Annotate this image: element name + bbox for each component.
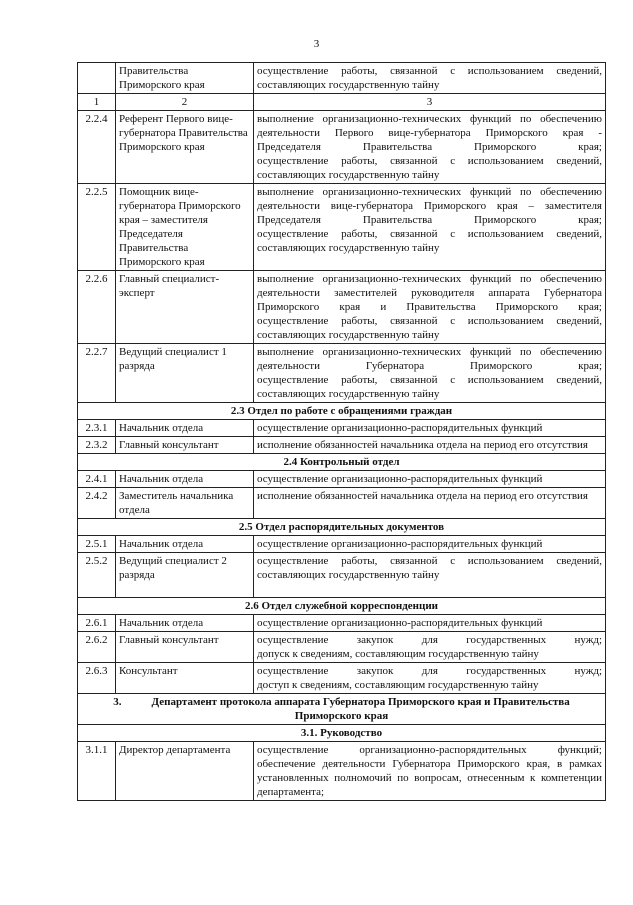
- function-text: обеспечение деятельности Губернатора Приморского края, в рамках установленных полномочий по вопросам, отнесенным к компетенции департамента;: [257, 758, 602, 798]
- function-text: допуск к сведениям, составляющим государственную тайну: [257, 648, 539, 660]
- column-number-row: [78, 94, 606, 111]
- item-number: 2.3.1: [78, 420, 116, 437]
- function-text: осуществление работы, связанной с использованием сведений, составляющих государственную тайну: [257, 315, 602, 341]
- functions-cell: [254, 63, 606, 94]
- function-text: осуществление работы, связанной с использованием сведений, составляющих государственную тайну: [257, 374, 602, 400]
- function-text: осуществление закупок для государственных нужд;: [257, 634, 602, 646]
- function-text: осуществление работы, связанной с использованием сведений, составляющих государственную тайну: [257, 65, 602, 91]
- function-text: выполнение организационно-технических функций по обеспечению деятельности вице-губернатора Приморского края – заместителя Председателя Правительства Приморского края;: [257, 186, 602, 226]
- position-title: Заместитель начальника отдела: [116, 488, 254, 519]
- item-number: 2.5.2: [78, 553, 116, 598]
- function-text: исполнение обязанностей начальника отдела на период его отсутствия: [257, 490, 588, 502]
- function-text: доступ к сведениям, составляющим государственную тайну: [257, 679, 539, 691]
- table-row: [78, 344, 606, 403]
- position-title: Начальник отдела: [116, 471, 254, 488]
- section-heading: 2.4 Контрольный отдел: [78, 454, 606, 471]
- position-title: Консультант: [116, 663, 254, 694]
- department-heading: [78, 694, 606, 725]
- item-number: [78, 63, 116, 94]
- table-row: [78, 271, 606, 344]
- item-number: 2.2.6: [78, 271, 116, 344]
- staff-functions-table: [77, 62, 606, 801]
- department-heading-row: [78, 694, 606, 725]
- page-number: 3: [313, 38, 320, 50]
- department-number: 3.: [113, 696, 122, 708]
- table-row: [78, 536, 606, 553]
- item-number: 2.6.2: [78, 632, 116, 663]
- position-title: Начальник отдела: [116, 536, 254, 553]
- functions-cell: [254, 420, 606, 437]
- function-text: осуществление работы, связанной с использованием сведений, составляющих государственную тайну: [257, 555, 602, 581]
- functions-cell: [254, 553, 606, 598]
- table-body: [78, 63, 606, 801]
- function-text: выполнение организационно-технических функций по обеспечению деятельности Губернатора Приморского края;: [257, 346, 602, 372]
- section-heading-row: [78, 454, 606, 471]
- table-row: [78, 488, 606, 519]
- table-row: [78, 63, 606, 94]
- function-text: осуществление организационно-распорядительных функций: [257, 422, 543, 434]
- item-number: 2.5.1: [78, 536, 116, 553]
- item-number: 2.2.4: [78, 111, 116, 184]
- table-row: [78, 437, 606, 454]
- section-heading-row: [78, 598, 606, 615]
- table-row: [78, 632, 606, 663]
- function-text: осуществление организационно-распорядительных функций: [257, 473, 543, 485]
- table-row: [78, 111, 606, 184]
- section-heading-row: [78, 403, 606, 420]
- column-number-col1: 1: [78, 94, 116, 111]
- item-number: 2.2.7: [78, 344, 116, 403]
- functions-cell: [254, 344, 606, 403]
- function-text: выполнение организационно-технических функций по обеспечению деятельности заместителей руководителя аппарата Губернатора Приморского края и Правительства Приморского края;: [257, 273, 602, 313]
- function-text: исполнение обязанностей начальника отдела на период его отсутствия: [257, 439, 588, 451]
- section-heading: 2.6 Отдел служебной корреспонденции: [78, 598, 606, 615]
- functions-cell: [254, 663, 606, 694]
- function-text: осуществление организационно-распорядительных функций;: [257, 744, 602, 756]
- position-title: Правительства Приморского края: [116, 63, 254, 94]
- table-row: [78, 553, 606, 598]
- section-heading: 2.3 Отдел по работе с обращениями граждан: [78, 403, 606, 420]
- functions-cell: [254, 111, 606, 184]
- table-row: [78, 184, 606, 271]
- item-number: 2.4.2: [78, 488, 116, 519]
- functions-cell: [254, 632, 606, 663]
- position-title: Главный консультант: [116, 632, 254, 663]
- section-heading: 3.1. Руководство: [78, 725, 606, 742]
- column-number-col2: 2: [116, 94, 254, 111]
- section-heading: 2.5 Отдел распорядительных документов: [78, 519, 606, 536]
- item-number: 3.1.1: [78, 742, 116, 801]
- functions-cell: [254, 471, 606, 488]
- functions-cell: [254, 437, 606, 454]
- functions-cell: [254, 615, 606, 632]
- function-text: выполнение организационно-технических функций по обеспечению деятельности Первого вице-губернатора Приморского края - Председателя Правительства Приморского края;: [257, 113, 602, 153]
- item-number: 2.4.1: [78, 471, 116, 488]
- function-text: осуществление закупок для государственных нужд;: [257, 665, 602, 677]
- functions-cell: [254, 488, 606, 519]
- function-text: осуществление работы, связанной с использованием сведений, составляющих государственную тайну: [257, 228, 602, 254]
- section-heading-row: [78, 725, 606, 742]
- item-number: 2.2.5: [78, 184, 116, 271]
- table-row: [78, 663, 606, 694]
- position-title: Начальник отдела: [116, 420, 254, 437]
- position-title: Главный специалист-эксперт: [116, 271, 254, 344]
- functions-cell: [254, 271, 606, 344]
- function-text: осуществление организационно-распорядительных функций: [257, 538, 543, 550]
- table-row: [78, 420, 606, 437]
- position-title: Директор департамента: [116, 742, 254, 801]
- functions-cell: [254, 742, 606, 801]
- position-title: Помощник вице-губернатора Приморского края – заместителя Председателя Правительства Приморского края: [116, 184, 254, 271]
- position-title: Начальник отдела: [116, 615, 254, 632]
- column-number-col3: 3: [254, 94, 606, 111]
- item-number: 2.6.3: [78, 663, 116, 694]
- position-title: Референт Первого вице-губернатора Правительства Приморского края: [116, 111, 254, 184]
- function-text: осуществление организационно-распорядительных функций: [257, 617, 543, 629]
- function-text: осуществление работы, связанной с использованием сведений, составляющих государственную тайну: [257, 155, 602, 181]
- position-title: Ведущий специалист 1 разряда: [116, 344, 254, 403]
- section-heading-row: [78, 519, 606, 536]
- item-number: 2.3.2: [78, 437, 116, 454]
- table-row: [78, 615, 606, 632]
- table-row: [78, 742, 606, 801]
- department-title: Департамент протокола аппарата Губернатора Приморского края и Правительства Приморского края: [151, 696, 570, 722]
- item-number: 2.6.1: [78, 615, 116, 632]
- functions-cell: [254, 536, 606, 553]
- table-row: [78, 471, 606, 488]
- position-title: Ведущий специалист 2 разряда: [116, 553, 254, 598]
- functions-cell: [254, 184, 606, 271]
- position-title: Главный консультант: [116, 437, 254, 454]
